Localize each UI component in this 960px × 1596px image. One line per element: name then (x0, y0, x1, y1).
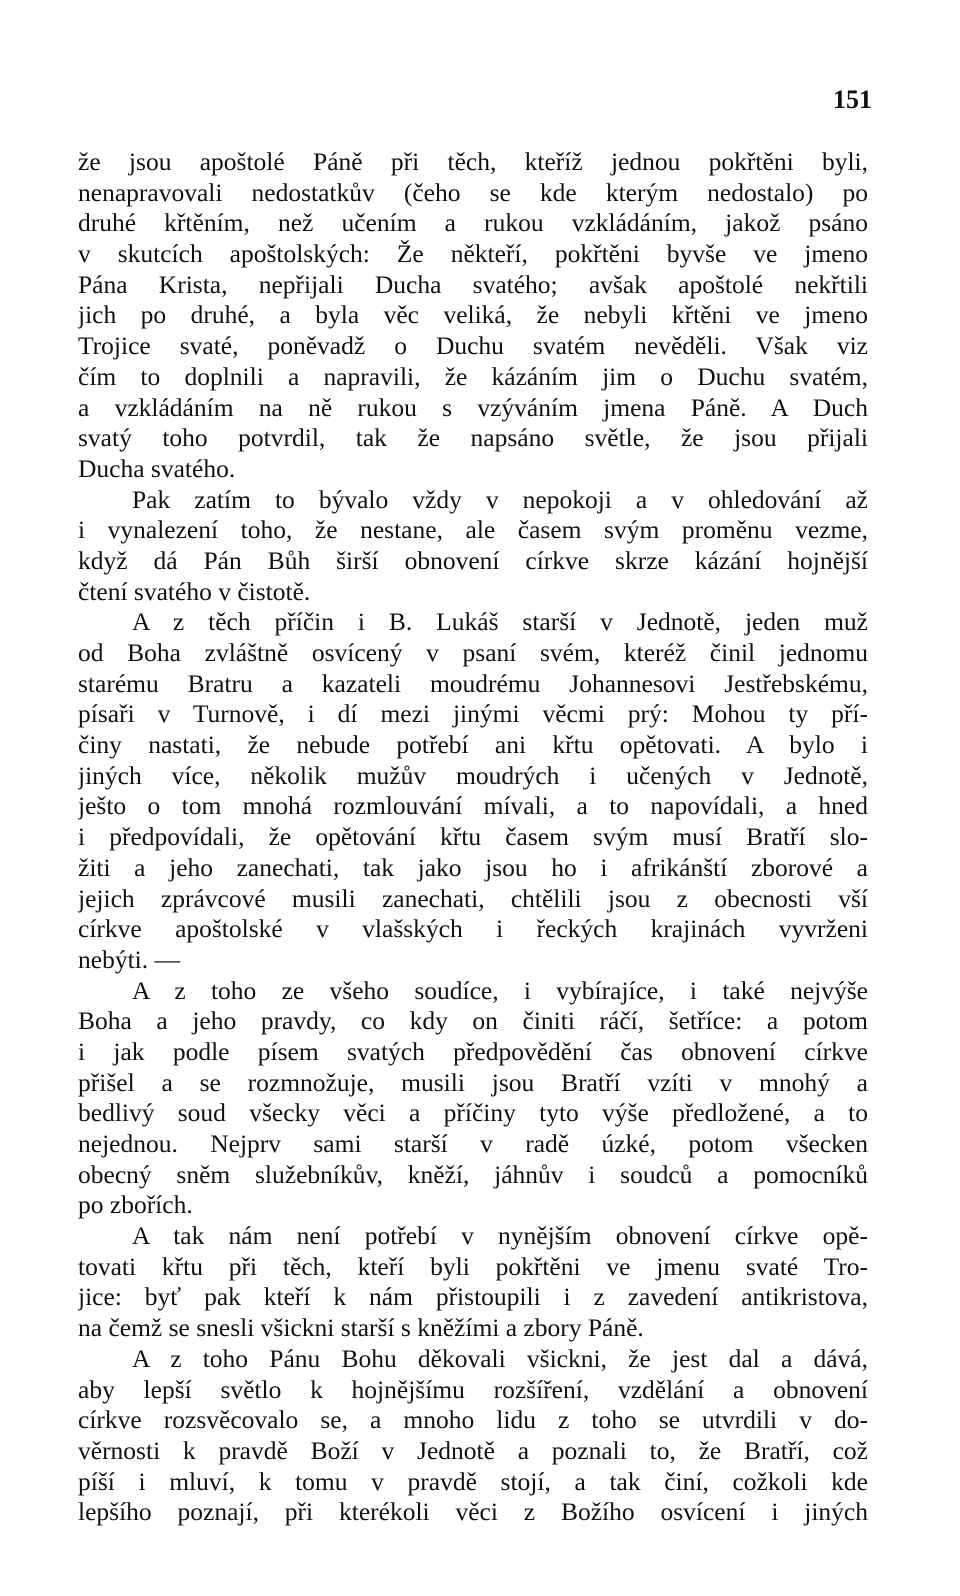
text-line: jiných více, několik mužův moudrých i učených v Jednotě, (78, 760, 868, 790)
body-text (78, 147, 868, 1528)
text-line: po zbořích. (78, 1190, 193, 1220)
text-line: nenapravovali nedostatkův (čeho se kde kterým nedostalo) po (78, 177, 868, 207)
text-line: A z toho ze všeho soudíce, i vybírajíce, i také nejvýše (132, 975, 868, 1005)
text-line: přišel a se rozmnožuje, musili jsou Bratří vzíti v mnohý a (78, 1067, 868, 1097)
text-line: církve apoštolské v vlašských i řeckých krajinách vyvrženi (78, 914, 868, 944)
text-line: když dá Pán Bůh širší obnovení církve skrze kázání hojnější (78, 545, 868, 575)
text-line: ješto o tom mnohá rozmlouvání mívali, a to napovídali, a hned (78, 791, 868, 821)
text-line: druhé křtěním, než učením a rukou vzkládáním, jakož psáno (78, 208, 868, 238)
text-line: i jak podle písem svatých předpovědění čas obnovení církve (78, 1036, 868, 1066)
text-line: píší i mluví, k tomu v pravdě stojí, a tak činí, cožkoli kde (78, 1466, 868, 1496)
text-line: nebýti. — (78, 944, 180, 974)
text-line: od Boha zvláštně osvícený v psaní svém, kteréž činil jednomu (78, 638, 868, 667)
text-line: obecný sněm služebníkův, kněží, jáhnův i soudců a pomocníků (78, 1159, 868, 1189)
text-line: tovati křtu při těch, kteří byli pokřtěni ve jmenu svaté Tro- (78, 1251, 868, 1281)
page-number: 151 (833, 85, 872, 114)
text-line: nejednou. Nejprv sami starší v radě úzké, potom všecken (78, 1129, 868, 1158)
text-line: Pak zatím to bývalo vždy v nepokoji a v ohledování až (132, 484, 868, 514)
text-line: činy nastati, že nebude potřebí ani křtu opětovati. A bylo i (78, 730, 868, 760)
text-line: v skutcích apoštolských: Že někteří, pokřtěni byvše ve jmeno (78, 239, 868, 269)
text-line: Pána Krista, nepřijali Ducha svatého; avšak apoštolé nekřtili (78, 269, 868, 299)
text-line: lepšího poznají, při kterékoli věci z Božího osvícení i jiných (78, 1497, 868, 1527)
text-line: i vynalezení toho, že nestane, ale časem svým proměnu vezme, (78, 515, 868, 545)
text-line: církve rozsvěcovalo se, a mnoho lidu z toho se utvrdili v do- (78, 1405, 868, 1435)
text-line: písaři v Turnově, i dí mezi jinými věcmi prý: Mohou ty pří- (78, 699, 868, 729)
text-line: bedlivý soud všecky věci a příčiny tyto výše předložené, a to (78, 1098, 868, 1128)
text-line: aby lepší světlo k hojnějšímu rozšíření, vzdělání a obnovení (78, 1374, 868, 1404)
text-line: Boha a jeho pravdy, co kdy on činiti ráčí, šetříce: a potom (78, 1006, 868, 1036)
text-line: svatý toho potvrdil, tak že napsáno světle, že jsou přijali (78, 423, 868, 453)
text-line: a vzkládáním na ně rukou s vzýváním jmena Páně. A Duch (78, 392, 868, 422)
text-line: věrnosti k pravdě Boží v Jednotě a poznali to, že Bratří, což (78, 1435, 868, 1465)
text-line: žiti a jeho zanechati, tak jako jsou ho i afrikánští zborové a (78, 852, 868, 882)
text-line: A tak nám není potřebí v nynějším obnovení církve opě- (132, 1221, 868, 1251)
text-line: A z toho Pánu Bohu děkovali všickni, že jest dal a dává, (132, 1343, 868, 1373)
text-line: Ducha svatého. (78, 453, 236, 483)
text-line: i předpovídali, že opětování křtu časem svým musí Bratří slo- (78, 822, 868, 852)
text-line: jich po druhé, a byla věc veliká, že nebyli křtěni ve jmeno (78, 300, 868, 330)
text-line: na čemž se snesli všickni starší s kněžími a zbory Páně. (78, 1313, 644, 1343)
text-line: starému Bratru a kazateli moudrému Johannesovi Jestřebskému, (78, 668, 868, 698)
text-line: Trojice svaté, poněvadž o Duchu svatém nevěděli. Však viz (78, 331, 868, 361)
text-line: jejich zprávcové musili zanechati, chtělili jsou z obecnosti vší (78, 883, 868, 913)
text-line: jice: byť pak kteří k nám přistoupili i z zavedení antikristova, (78, 1282, 868, 1312)
text-line: čtení svatého v čistotě. (78, 576, 311, 606)
text-line: A z těch příčin i B. Lukáš starší v Jednotě, jeden muž (132, 607, 868, 637)
text-line: že jsou apoštolé Páně při těch, kteříž jednou pokřtěni byli, (78, 147, 868, 176)
text-line: čím to doplnili a napravili, že kázáním jim o Duchu svatém, (78, 361, 868, 391)
